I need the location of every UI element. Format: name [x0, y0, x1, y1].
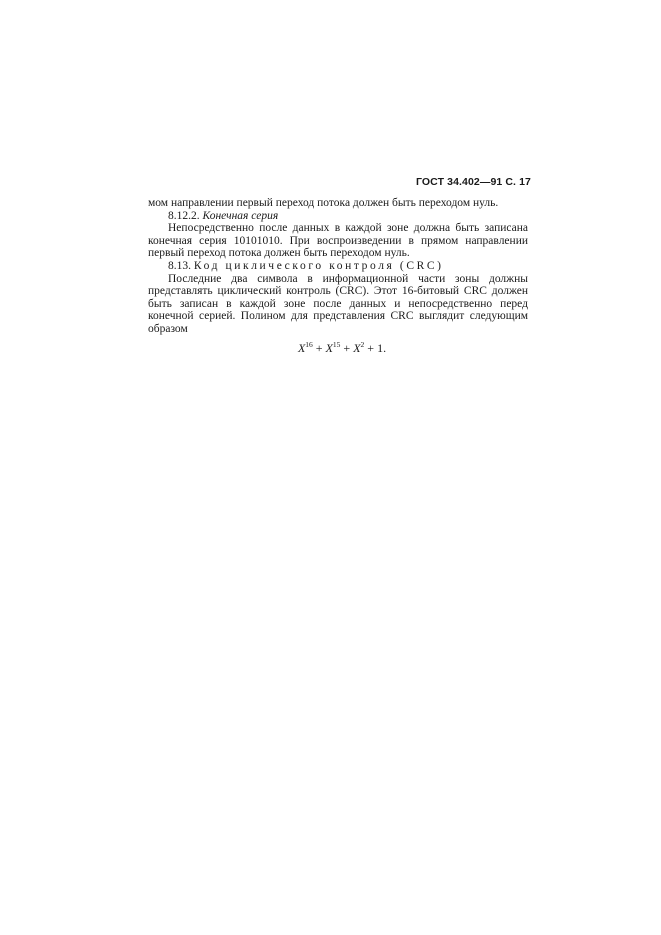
section-title: Конечная серия	[202, 209, 279, 222]
standard-designation: ГОСТ 34.402—91	[416, 176, 503, 188]
formula-exponent: 15	[332, 339, 341, 349]
formula-constant: 1.	[377, 340, 387, 355]
section-number: 8.13.	[168, 259, 191, 272]
section-number: 8.12.2.	[168, 209, 200, 222]
formula-term: X	[325, 340, 333, 355]
document-body	[148, 197, 528, 354]
formula-term: X	[353, 340, 361, 355]
page-header	[416, 176, 531, 188]
formula-operator: +	[367, 340, 375, 355]
formula-term: X	[297, 340, 306, 355]
section-8-13-heading	[148, 260, 528, 273]
formula-operator: +	[315, 340, 323, 355]
formula-operator: +	[343, 340, 351, 355]
formula-exponent: 2	[360, 339, 365, 349]
continuation-paragraph: мом направлении первый переход потока должен быть переходом нуль.	[148, 197, 499, 209]
crc-polynomial-formula	[148, 339, 528, 355]
section-8-13-paragraph: Последние два символа в информационной части зоны должны представлять циклический контроль (CRC). Этот 16-битовый CRC должен быть записан в каждой зоне после данных и непосредственно перед конечной серией. Полином для представления CRC выглядит следующим образом	[148, 272, 528, 335]
page-number: С. 17	[505, 176, 531, 188]
section-8-12-2-heading	[148, 210, 528, 223]
formula-exponent: 16	[305, 339, 313, 349]
section-title: Код циклического контроля (CRC)	[193, 259, 444, 272]
section-8-12-2-paragraph: Непосредственно после данных в каждой зоне должна быть записана конечная серия 10101010. При воспроизведении в прямом направлении первый переход потока должен быть переходом нуль.	[148, 222, 528, 260]
